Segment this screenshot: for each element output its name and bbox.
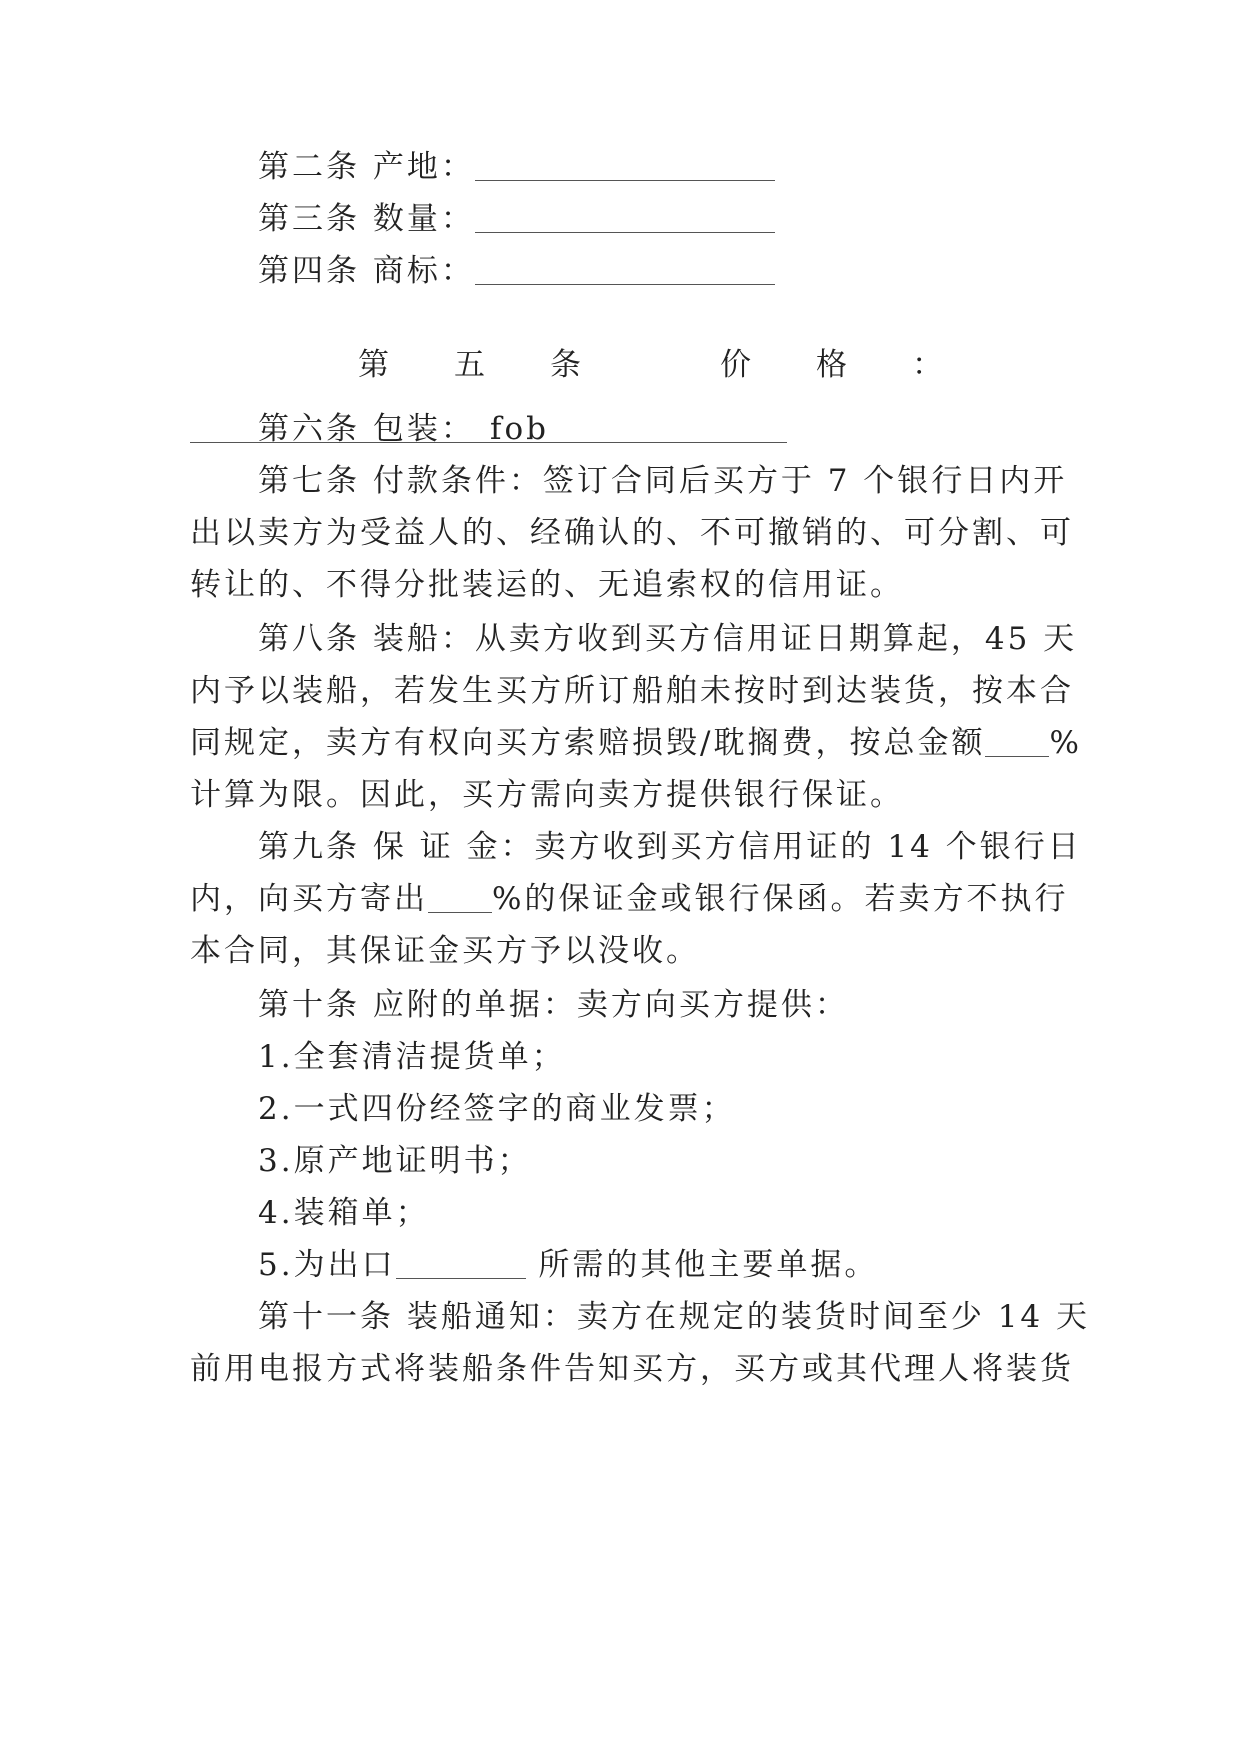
document-item-3: 3.原产地证明书；	[258, 1143, 532, 1179]
document-item-2: 2.一式四份经签字的商业发票；	[258, 1091, 736, 1127]
article-5-char-6: ：	[912, 347, 943, 383]
article-11-line-2: 前用电报方式将装船条件告知买方，买方或其代理人将装货	[190, 1351, 1074, 1387]
document-item-5-pre: 5.为出口	[258, 1247, 396, 1283]
deposit-percent-blank[interactable]	[428, 882, 492, 913]
article-2-label: 第二条 产地：	[258, 149, 475, 185]
article-8-line-3	[190, 714, 1082, 772]
article-8-line-4: 计算为限。因此，买方需向卖方提供银行保证。	[190, 777, 904, 813]
article-5-char-5: 格	[816, 347, 847, 383]
document-item-5	[258, 1236, 1138, 1294]
article-10-label: 第十条 应附的单据：卖方向买方提供：	[258, 987, 849, 1023]
export-blank[interactable]	[396, 1248, 526, 1279]
article-6-real	[258, 400, 1138, 458]
article-8-line-1: 第八条 装船：从卖方收到买方信用证日期算起，45 天	[258, 621, 1078, 657]
article-11-line-1: 第十一条 装船通知：卖方在规定的装货时间至少 14 天	[258, 1299, 1091, 1335]
article-8-line-3-text: 同规定，卖方有权向买方索赔损毁/耽搁费，按总金额	[190, 725, 986, 761]
damage-percent-blank[interactable]	[985, 726, 1049, 757]
article-5-char-4: 价	[720, 347, 751, 383]
article-5-char-2: 五	[454, 347, 485, 383]
article-8-line-2: 内予以装船，若发生买方所订船舶未按时到达装货，按本合	[190, 673, 1074, 709]
document-item-5-post: 所需的其他主要单据。	[525, 1247, 879, 1283]
article-6-label: 第六条 包装：	[258, 411, 475, 447]
document-item-4: 4.装箱单；	[258, 1195, 430, 1231]
article-7-line-1: 第七条 付款条件：签订合同后买方于 7 个银行日内开	[258, 463, 1068, 499]
article-8-percent: %	[1049, 725, 1082, 761]
article-9-line-2	[190, 870, 1070, 928]
article-4-label: 第四条 商标：	[258, 253, 475, 289]
article-9-line-1: 第九条 保 证 金：卖方收到买方信用证的 14 个银行日	[258, 829, 1082, 865]
article-5-char-1: 第	[358, 347, 389, 383]
document-item-1: 1.全套清洁提货单；	[258, 1039, 566, 1075]
fob-term: fob	[490, 411, 549, 447]
article-3-label: 第三条 数量：	[258, 201, 475, 237]
article-9-line-2-pre: 内，向买方寄出	[190, 881, 428, 917]
article-7-line-2: 出以卖方为受益人的、经确认的、不可撤销的、可分割、可	[190, 515, 1074, 551]
article-7-line-3: 转让的、不得分批装运的、无追索权的信用证。	[190, 567, 904, 603]
article-9-line-2-post: %的保证金或银行保函。若卖方不执行	[492, 881, 1069, 917]
packing-blank[interactable]	[475, 412, 775, 443]
article-9-line-3: 本合同，其保证金买方予以没收。	[190, 933, 700, 969]
article-5-char-3: 条	[550, 347, 581, 383]
